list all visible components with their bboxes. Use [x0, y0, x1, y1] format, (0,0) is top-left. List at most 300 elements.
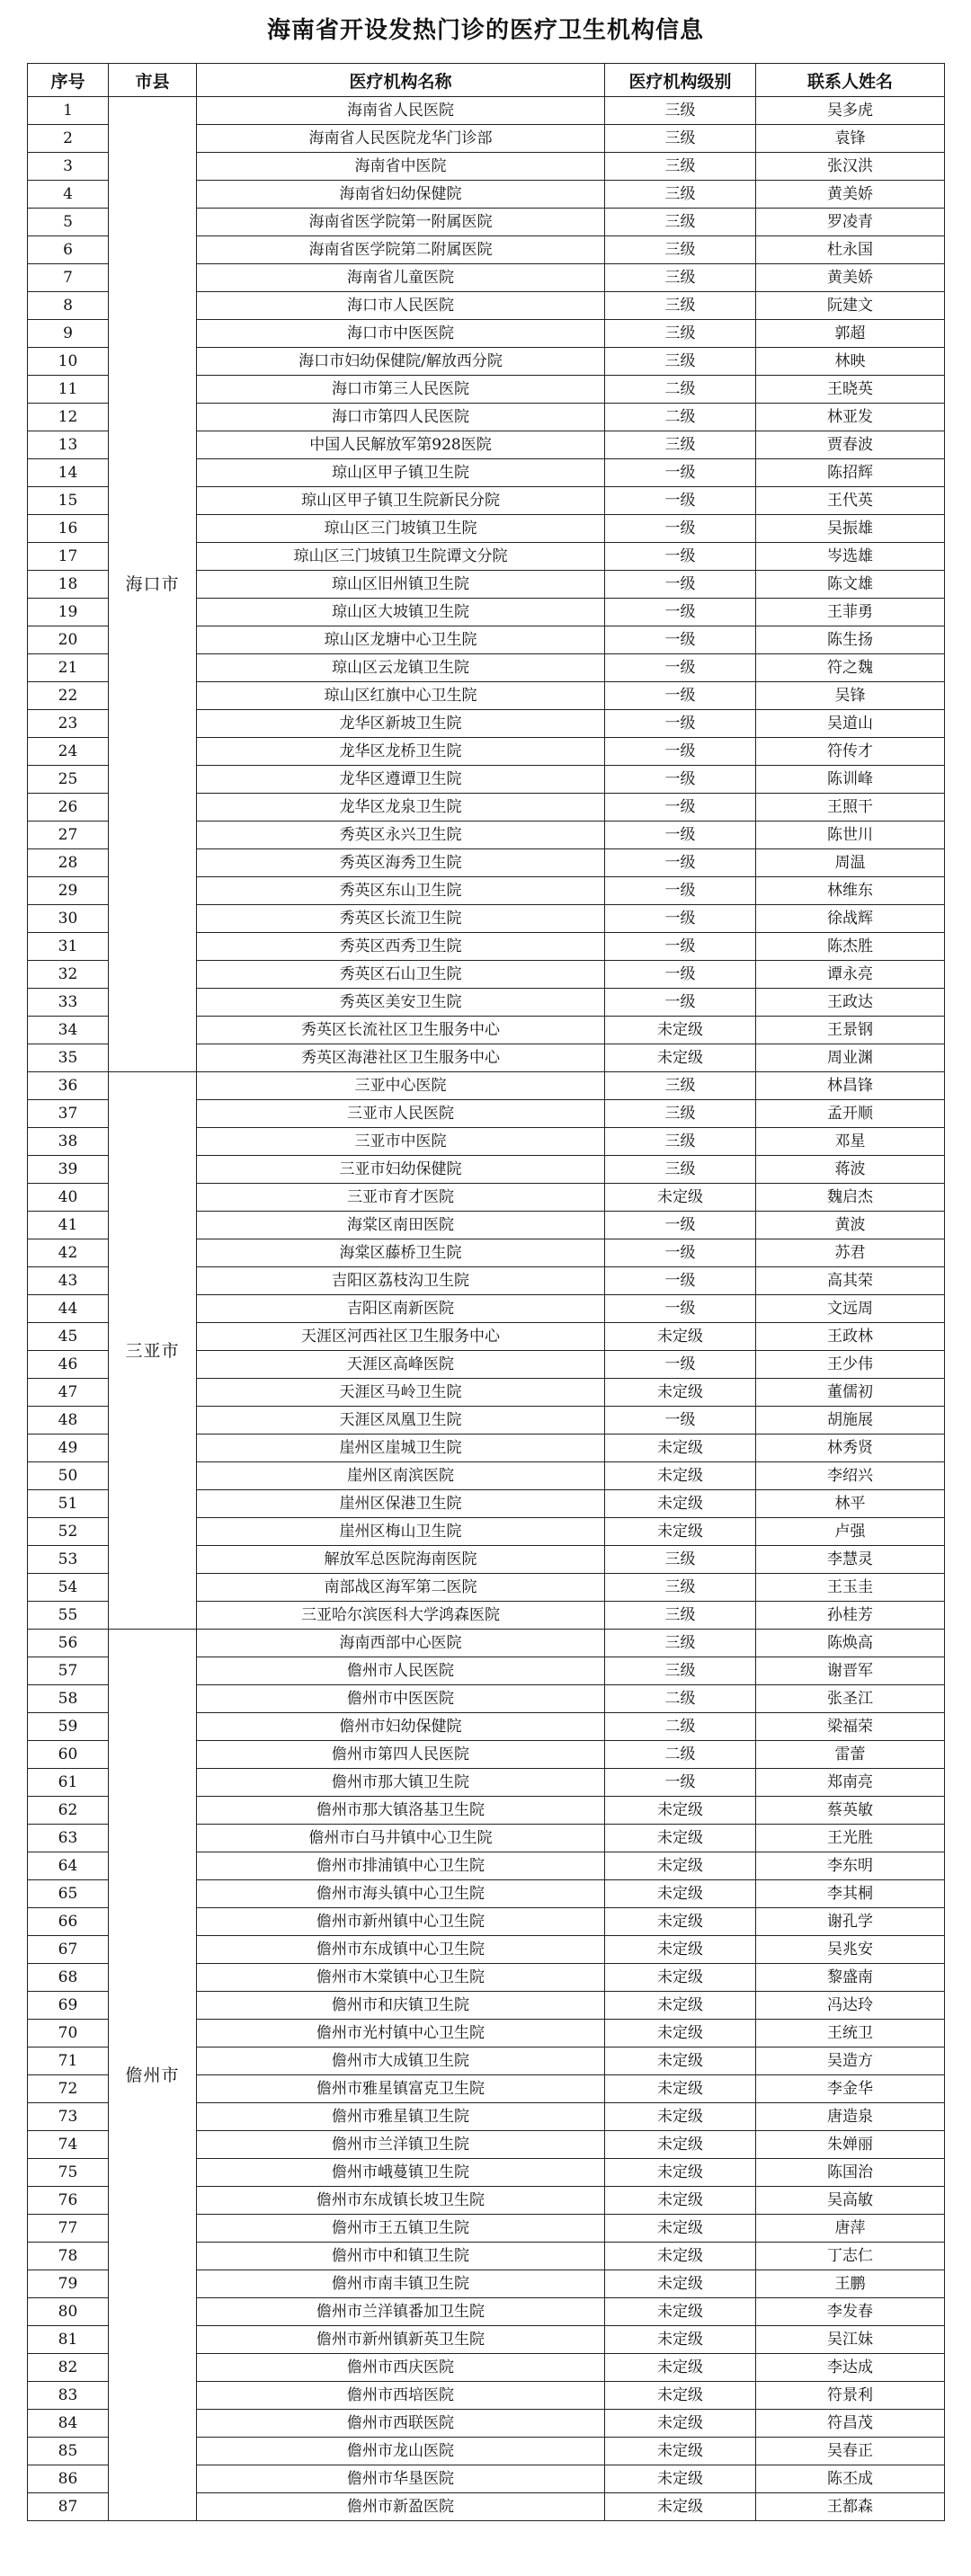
institution-name: 三亚市人民医院 [197, 1100, 605, 1128]
institution-name: 海南省人民医院 [197, 97, 605, 125]
institution-level: 二级 [605, 404, 756, 431]
contact-name: 陈文雄 [756, 571, 945, 599]
institution-name: 琼山区三门坡镇卫生院谭文分院 [197, 543, 605, 571]
contact-name: 林亚发 [756, 404, 945, 431]
institution-name: 海南省妇幼保健院 [197, 181, 605, 209]
institution-level: 未定级 [605, 2187, 756, 2215]
contact-name: 邓星 [756, 1128, 945, 1156]
institution-name: 海南西部中心医院 [197, 1630, 605, 1657]
row-index: 19 [28, 599, 109, 626]
institution-name: 儋州市雅星镇卫生院 [197, 2103, 605, 2131]
row-index: 84 [28, 2410, 109, 2438]
institution-level: 一级 [605, 849, 756, 877]
institution-name: 儋州市人民医院 [197, 1657, 605, 1685]
institution-name: 儋州市海头镇中心卫生院 [197, 1880, 605, 1908]
institution-level: 三级 [605, 348, 756, 376]
institution-level: 一级 [605, 766, 756, 794]
contact-name: 王晓英 [756, 376, 945, 404]
institution-level: 一级 [605, 1407, 756, 1435]
contact-name: 杜永国 [756, 236, 945, 264]
row-index: 49 [28, 1435, 109, 1462]
contact-name: 蔡英敏 [756, 1797, 945, 1825]
contact-name: 雷蕾 [756, 1741, 945, 1769]
institution-name: 儋州市西培医院 [197, 2382, 605, 2410]
institution-name: 儋州市新盈医院 [197, 2493, 605, 2521]
institution-name: 三亚市育才医院 [197, 1184, 605, 1212]
contact-name: 卢强 [756, 1518, 945, 1546]
contact-name: 王统卫 [756, 2020, 945, 2047]
contact-name: 王光胜 [756, 1825, 945, 1852]
institution-level: 三级 [605, 153, 756, 181]
institution-level: 未定级 [605, 1908, 756, 1936]
contact-name: 陈国治 [756, 2159, 945, 2187]
contact-name: 吴春正 [756, 2438, 945, 2465]
contact-name: 符昌茂 [756, 2410, 945, 2438]
contact-name: 王景钢 [756, 1017, 945, 1044]
row-index: 60 [28, 1741, 109, 1769]
row-index: 57 [28, 1657, 109, 1685]
institution-name: 儋州市第四人民医院 [197, 1741, 605, 1769]
contact-name: 李慧灵 [756, 1546, 945, 1574]
institution-level: 未定级 [605, 1992, 756, 2020]
institution-name: 儋州市峨蔓镇卫生院 [197, 2159, 605, 2187]
row-index: 63 [28, 1825, 109, 1852]
row-index: 29 [28, 877, 109, 905]
institution-level: 未定级 [605, 1880, 756, 1908]
contact-name: 符之魏 [756, 654, 945, 682]
institution-name: 儋州市雅星镇富克卫生院 [197, 2075, 605, 2103]
row-index: 48 [28, 1407, 109, 1435]
contact-name: 罗凌青 [756, 209, 945, 236]
row-index: 75 [28, 2159, 109, 2187]
contact-name: 陈丕成 [756, 2465, 945, 2493]
row-index: 58 [28, 1685, 109, 1713]
institution-name: 海棠区藤桥卫生院 [197, 1239, 605, 1267]
institution-level: 三级 [605, 1602, 756, 1630]
institution-level: 未定级 [605, 1462, 756, 1490]
row-index: 54 [28, 1574, 109, 1602]
contact-name: 周业渊 [756, 1044, 945, 1072]
institution-level: 一级 [605, 599, 756, 626]
contact-name: 王鹏 [756, 2270, 945, 2298]
contact-name: 苏君 [756, 1239, 945, 1267]
row-index: 33 [28, 989, 109, 1017]
row-index: 53 [28, 1546, 109, 1574]
contact-name: 文远周 [756, 1295, 945, 1323]
contact-name: 岑选雄 [756, 543, 945, 571]
institution-level: 一级 [605, 682, 756, 710]
institution-level: 未定级 [605, 2326, 756, 2354]
row-index: 70 [28, 2020, 109, 2047]
row-index: 11 [28, 376, 109, 404]
row-index: 21 [28, 654, 109, 682]
institution-level: 一级 [605, 654, 756, 682]
institution-name: 天涯区河西社区卫生服务中心 [197, 1323, 605, 1351]
contact-name: 李其桐 [756, 1880, 945, 1908]
contact-name: 王照干 [756, 794, 945, 822]
row-index: 68 [28, 1964, 109, 1992]
institution-name: 崖州区崖城卫生院 [197, 1435, 605, 1462]
row-index: 13 [28, 431, 109, 459]
institution-level: 未定级 [605, 2103, 756, 2131]
institution-level: 一级 [605, 515, 756, 543]
contact-name: 袁锋 [756, 125, 945, 153]
header-contact-name: 联系人姓名 [756, 64, 945, 97]
institution-level: 三级 [605, 1546, 756, 1574]
row-index: 55 [28, 1602, 109, 1630]
institution-name: 儋州市那大镇卫生院 [197, 1769, 605, 1797]
row-index: 2 [28, 125, 109, 153]
institution-name: 吉阳区荔枝沟卫生院 [197, 1267, 605, 1295]
contact-name: 谢孔学 [756, 1908, 945, 1936]
institution-name: 琼山区甲子镇卫生院 [197, 459, 605, 487]
row-index: 80 [28, 2298, 109, 2326]
row-index: 74 [28, 2131, 109, 2159]
row-index: 4 [28, 181, 109, 209]
contact-name: 李东明 [756, 1852, 945, 1880]
row-index: 34 [28, 1017, 109, 1044]
contact-name: 王政林 [756, 1323, 945, 1351]
institution-name: 琼山区红旗中心卫生院 [197, 682, 605, 710]
institution-level: 未定级 [605, 2298, 756, 2326]
institution-name: 海棠区南田医院 [197, 1212, 605, 1239]
institution-level: 三级 [605, 181, 756, 209]
row-index: 24 [28, 738, 109, 766]
institution-name: 儋州市白马井镇中心卫生院 [197, 1825, 605, 1852]
institution-level: 未定级 [605, 1936, 756, 1964]
contact-name: 符传才 [756, 738, 945, 766]
institution-level: 三级 [605, 264, 756, 292]
institution-name: 儋州市西联医院 [197, 2410, 605, 2438]
contact-name: 贾春波 [756, 431, 945, 459]
table-row [28, 1072, 945, 1100]
institution-level: 一级 [605, 710, 756, 738]
contact-name: 王玉圭 [756, 1574, 945, 1602]
institution-table [27, 63, 945, 2521]
institution-level: 二级 [605, 1741, 756, 1769]
contact-name: 李金华 [756, 2075, 945, 2103]
institution-level: 三级 [605, 1657, 756, 1685]
institution-level: 一级 [605, 794, 756, 822]
row-index: 30 [28, 905, 109, 933]
institution-level: 一级 [605, 543, 756, 571]
institution-name: 琼山区甲子镇卫生院新民分院 [197, 487, 605, 515]
row-index: 51 [28, 1490, 109, 1518]
contact-name: 魏启杰 [756, 1184, 945, 1212]
institution-name: 儋州市兰洋镇卫生院 [197, 2131, 605, 2159]
institution-level: 三级 [605, 292, 756, 320]
row-index: 65 [28, 1880, 109, 1908]
institution-level: 一级 [605, 961, 756, 989]
contact-name: 林秀贤 [756, 1435, 945, 1462]
institution-level: 三级 [605, 125, 756, 153]
table-body [28, 97, 945, 2521]
institution-name: 秀英区石山卫生院 [197, 961, 605, 989]
row-index: 22 [28, 682, 109, 710]
contact-name: 黄波 [756, 1212, 945, 1239]
institution-level: 未定级 [605, 2047, 756, 2075]
institution-name: 海南省医学院第二附属医院 [197, 236, 605, 264]
table-row [28, 1630, 945, 1657]
row-index: 61 [28, 1769, 109, 1797]
contact-name: 孙桂芳 [756, 1602, 945, 1630]
institution-level: 未定级 [605, 1017, 756, 1044]
institution-level: 二级 [605, 1713, 756, 1741]
institution-level: 一级 [605, 738, 756, 766]
institution-level: 一级 [605, 905, 756, 933]
contact-name: 吴道山 [756, 710, 945, 738]
row-index: 87 [28, 2493, 109, 2521]
contact-name: 丁志仁 [756, 2243, 945, 2270]
institution-level: 未定级 [605, 2493, 756, 2521]
contact-name: 谭永亮 [756, 961, 945, 989]
institution-name: 儋州市王五镇卫生院 [197, 2215, 605, 2243]
header-city: 市县 [109, 64, 197, 97]
institution-level: 二级 [605, 1685, 756, 1713]
row-index: 77 [28, 2215, 109, 2243]
contact-name: 唐萍 [756, 2215, 945, 2243]
row-index: 69 [28, 1992, 109, 2020]
institution-level: 未定级 [605, 2465, 756, 2493]
contact-name: 李绍兴 [756, 1462, 945, 1490]
institution-name: 儋州市排浦镇中心卫生院 [197, 1852, 605, 1880]
institution-name: 海口市人民医院 [197, 292, 605, 320]
institution-level: 三级 [605, 209, 756, 236]
contact-name: 吴振雄 [756, 515, 945, 543]
institution-level: 一级 [605, 459, 756, 487]
contact-name: 吴兆安 [756, 1936, 945, 1964]
row-index: 16 [28, 515, 109, 543]
row-index: 45 [28, 1323, 109, 1351]
institution-level: 三级 [605, 1072, 756, 1100]
row-index: 85 [28, 2438, 109, 2465]
institution-name: 海口市第三人民医院 [197, 376, 605, 404]
institution-name: 儋州市中医医院 [197, 1685, 605, 1713]
table-header-row [28, 64, 945, 97]
institution-level: 一级 [605, 487, 756, 515]
contact-name: 陈世川 [756, 822, 945, 849]
contact-name: 陈招辉 [756, 459, 945, 487]
institution-level: 三级 [605, 1100, 756, 1128]
row-index: 1 [28, 97, 109, 125]
contact-name: 吴造方 [756, 2047, 945, 2075]
institution-name: 龙华区遵谭卫生院 [197, 766, 605, 794]
institution-level: 未定级 [605, 1435, 756, 1462]
institution-level: 一级 [605, 571, 756, 599]
row-index: 64 [28, 1852, 109, 1880]
contact-name: 张圣江 [756, 1685, 945, 1713]
row-index: 7 [28, 264, 109, 292]
contact-name: 高其荣 [756, 1267, 945, 1295]
institution-name: 龙华区新坡卫生院 [197, 710, 605, 738]
institution-level: 未定级 [605, 2215, 756, 2243]
row-index: 36 [28, 1072, 109, 1100]
institution-name: 解放军总医院海南医院 [197, 1546, 605, 1574]
contact-name: 冯达玲 [756, 1992, 945, 2020]
institution-level: 未定级 [605, 1797, 756, 1825]
institution-level: 三级 [605, 236, 756, 264]
institution-name: 儋州市光村镇中心卫生院 [197, 2020, 605, 2047]
contact-name: 胡施展 [756, 1407, 945, 1435]
header-institution-name: 医疗机构名称 [197, 64, 605, 97]
institution-level: 三级 [605, 1630, 756, 1657]
contact-name: 林映 [756, 348, 945, 376]
contact-name: 王少伟 [756, 1351, 945, 1379]
row-index: 10 [28, 348, 109, 376]
header-index: 序号 [28, 64, 109, 97]
contact-name: 王代英 [756, 487, 945, 515]
institution-level: 未定级 [605, 1964, 756, 1992]
contact-name: 陈焕高 [756, 1630, 945, 1657]
row-index: 83 [28, 2382, 109, 2410]
institution-name: 儋州市龙山医院 [197, 2438, 605, 2465]
institution-name: 儋州市华垦医院 [197, 2465, 605, 2493]
contact-name: 唐造泉 [756, 2103, 945, 2131]
institution-name: 三亚市中医院 [197, 1128, 605, 1156]
contact-name: 孟开顺 [756, 1100, 945, 1128]
city-cell: 海口市 [109, 97, 197, 1072]
institution-name: 秀英区长流卫生院 [197, 905, 605, 933]
contact-name: 林平 [756, 1490, 945, 1518]
institution-level: 一级 [605, 1267, 756, 1295]
row-index: 38 [28, 1128, 109, 1156]
contact-name: 谢晋军 [756, 1657, 945, 1685]
contact-name: 吴江妹 [756, 2326, 945, 2354]
contact-name: 郭超 [756, 320, 945, 348]
contact-name: 吴多虎 [756, 97, 945, 125]
institution-level: 未定级 [605, 1184, 756, 1212]
contact-name: 蒋波 [756, 1156, 945, 1184]
institution-name: 儋州市兰洋镇番加卫生院 [197, 2298, 605, 2326]
row-index: 20 [28, 626, 109, 654]
institution-name: 秀英区西秀卫生院 [197, 933, 605, 961]
institution-name: 秀英区长流社区卫生服务中心 [197, 1017, 605, 1044]
institution-level: 一级 [605, 989, 756, 1017]
row-index: 28 [28, 849, 109, 877]
institution-name: 天涯区高峰医院 [197, 1351, 605, 1379]
institution-name: 儋州市西庆医院 [197, 2354, 605, 2382]
institution-name: 儋州市和庆镇卫生院 [197, 1992, 605, 2020]
row-index: 76 [28, 2187, 109, 2215]
institution-level: 未定级 [605, 1852, 756, 1880]
row-index: 37 [28, 1100, 109, 1128]
row-index: 43 [28, 1267, 109, 1295]
institution-name: 中国人民解放军第928医院 [197, 431, 605, 459]
row-index: 6 [28, 236, 109, 264]
institution-level: 三级 [605, 1574, 756, 1602]
institution-name: 儋州市新州镇新英卫生院 [197, 2326, 605, 2354]
institution-name: 海南省医学院第一附属医院 [197, 209, 605, 236]
institution-name: 儋州市木棠镇中心卫生院 [197, 1964, 605, 1992]
row-index: 46 [28, 1351, 109, 1379]
institution-name: 秀英区美安卫生院 [197, 989, 605, 1017]
row-index: 82 [28, 2354, 109, 2382]
row-index: 31 [28, 933, 109, 961]
institution-level: 未定级 [605, 2075, 756, 2103]
row-index: 86 [28, 2465, 109, 2493]
contact-name: 黎盛南 [756, 1964, 945, 1992]
city-cell: 三亚市 [109, 1072, 197, 1630]
institution-name: 琼山区大坡镇卫生院 [197, 599, 605, 626]
institution-level: 三级 [605, 1156, 756, 1184]
row-index: 42 [28, 1239, 109, 1267]
row-index: 71 [28, 2047, 109, 2075]
row-index: 18 [28, 571, 109, 599]
institution-level: 未定级 [605, 2354, 756, 2382]
contact-name: 王菲勇 [756, 599, 945, 626]
row-index: 5 [28, 209, 109, 236]
institution-level: 一级 [605, 1212, 756, 1239]
header-institution-level: 医疗机构级别 [605, 64, 756, 97]
contact-name: 吴锋 [756, 682, 945, 710]
institution-name: 儋州市东成镇中心卫生院 [197, 1936, 605, 1964]
institution-name: 海口市第四人民医院 [197, 404, 605, 431]
row-index: 15 [28, 487, 109, 515]
row-index: 67 [28, 1936, 109, 1964]
institution-level: 一级 [605, 1769, 756, 1797]
contact-name: 黄美娇 [756, 264, 945, 292]
institution-level: 未定级 [605, 2159, 756, 2187]
institution-name: 秀英区永兴卫生院 [197, 822, 605, 849]
institution-level: 一级 [605, 626, 756, 654]
contact-name: 王政达 [756, 989, 945, 1017]
row-index: 79 [28, 2270, 109, 2298]
row-index: 78 [28, 2243, 109, 2270]
row-index: 81 [28, 2326, 109, 2354]
contact-name: 张汉洪 [756, 153, 945, 181]
institution-level: 一级 [605, 1295, 756, 1323]
institution-name: 儋州市大成镇卫生院 [197, 2047, 605, 2075]
contact-name: 徐战辉 [756, 905, 945, 933]
contact-name: 郑南亮 [756, 1769, 945, 1797]
institution-level: 三级 [605, 97, 756, 125]
institution-level: 三级 [605, 1128, 756, 1156]
row-index: 72 [28, 2075, 109, 2103]
institution-level: 未定级 [605, 1518, 756, 1546]
institution-level: 未定级 [605, 2270, 756, 2298]
row-index: 52 [28, 1518, 109, 1546]
institution-name: 秀英区海港社区卫生服务中心 [197, 1044, 605, 1072]
institution-name: 海南省人民医院龙华门诊部 [197, 125, 605, 153]
row-index: 3 [28, 153, 109, 181]
row-index: 41 [28, 1212, 109, 1239]
institution-level: 未定级 [605, 1044, 756, 1072]
row-index: 12 [28, 404, 109, 431]
institution-level: 未定级 [605, 1379, 756, 1407]
institution-level: 一级 [605, 877, 756, 905]
institution-name: 儋州市那大镇洛基卫生院 [197, 1797, 605, 1825]
institution-level: 未定级 [605, 1490, 756, 1518]
row-index: 73 [28, 2103, 109, 2131]
institution-level: 未定级 [605, 1323, 756, 1351]
row-index: 17 [28, 543, 109, 571]
institution-name: 海口市中医医院 [197, 320, 605, 348]
institution-name: 儋州市中和镇卫生院 [197, 2243, 605, 2270]
institution-name: 吉阳区南新医院 [197, 1295, 605, 1323]
table-row [28, 97, 945, 125]
contact-name: 陈生扬 [756, 626, 945, 654]
row-index: 14 [28, 459, 109, 487]
contact-name: 朱婵丽 [756, 2131, 945, 2159]
row-index: 50 [28, 1462, 109, 1490]
institution-name: 儋州市南丰镇卫生院 [197, 2270, 605, 2298]
institution-name: 三亚哈尔滨医科大学鸿森医院 [197, 1602, 605, 1630]
contact-name: 梁福荣 [756, 1713, 945, 1741]
institution-name: 秀英区东山卫生院 [197, 877, 605, 905]
contact-name: 林维东 [756, 877, 945, 905]
contact-name: 董儒初 [756, 1379, 945, 1407]
row-index: 9 [28, 320, 109, 348]
